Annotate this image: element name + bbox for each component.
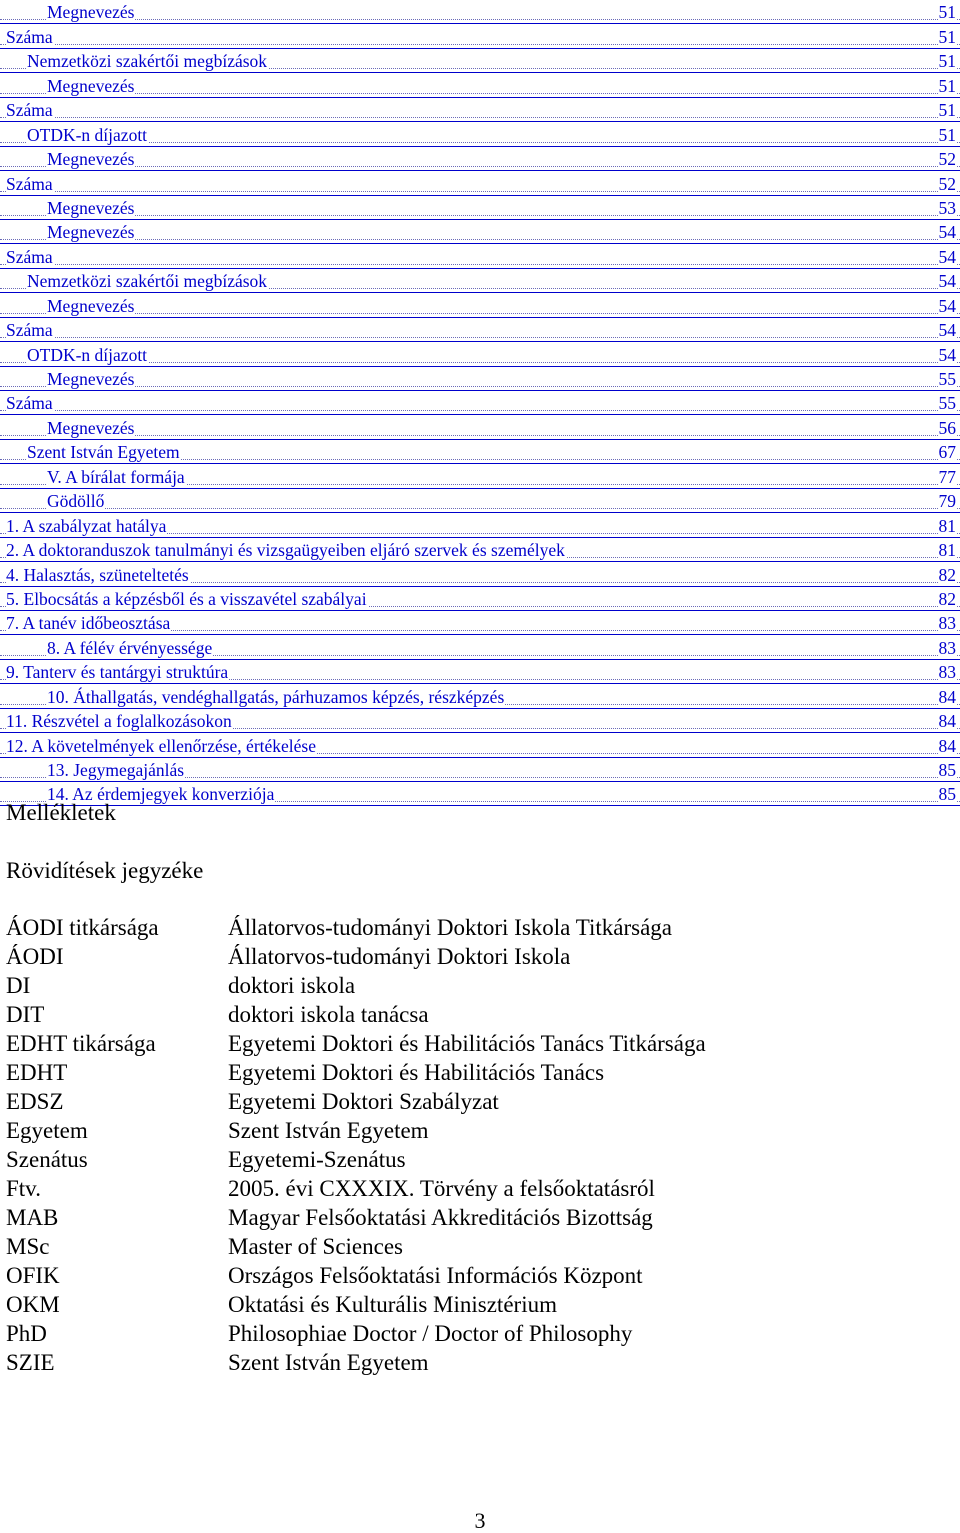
- toc-entry-page: 51: [938, 75, 956, 96]
- toc-leader-dots: [0, 166, 960, 167]
- toc-entry-label: Száma: [6, 320, 53, 341]
- abbreviation-code: PhD: [6, 1321, 47, 1346]
- toc-entry-label: Nemzetközi szakértői megbízások: [27, 271, 268, 292]
- abbreviation-meaning: Egyetemi Doktori és Habilitációs Tanács: [228, 1060, 605, 1085]
- toc-entry-page: 54: [938, 344, 956, 365]
- abbreviation-row: [6, 1261, 956, 1290]
- toc-leader-dots: [0, 44, 960, 45]
- toc-entry-label: 2. A doktoranduszok tanulmányi és vizsgaügyeiben eljáró szervek és személyek: [6, 540, 565, 561]
- toc-entry-page: 51: [938, 124, 956, 145]
- toc-entry-label: Száma: [6, 173, 53, 194]
- abbreviation-meaning: Szent István Egyetem: [228, 1350, 429, 1375]
- toc-entry-page: 53: [938, 197, 956, 218]
- toc-entry[interactable]: [0, 733, 960, 757]
- toc-entry-page: 82: [938, 564, 956, 585]
- abbreviation-code: MAB: [6, 1205, 59, 1230]
- toc-entry-label: Száma: [6, 393, 53, 414]
- toc-entry-page: 83: [938, 662, 956, 683]
- abbreviation-list: [6, 913, 956, 1377]
- abbreviation-row: [6, 1058, 956, 1087]
- toc-entry-label: 1. A szabályzat hatálya: [6, 515, 167, 536]
- abbreviation-row: [6, 913, 956, 942]
- toc-leader-dots: [0, 435, 960, 436]
- abbreviation-code: DI: [6, 973, 31, 998]
- toc-entry-page: 79: [938, 491, 956, 512]
- toc-entry[interactable]: [0, 562, 960, 586]
- abbreviation-meaning: Philosophiae Doctor / Doctor of Philosophy: [228, 1321, 633, 1346]
- toc-entry[interactable]: [0, 415, 960, 439]
- toc-entry-page: 51: [938, 26, 956, 47]
- abbreviation-row: [6, 1029, 956, 1058]
- toc-leader-dots: [0, 264, 960, 265]
- abbreviation-code: Ftv.: [6, 1176, 41, 1201]
- toc-entry-label: V. A bírálat formája: [47, 466, 185, 487]
- toc-entry-label: Száma: [6, 26, 53, 47]
- toc-entry-page: 81: [938, 540, 956, 561]
- toc-entry[interactable]: [0, 0, 960, 24]
- toc-entry-label: OTDK-n díjazott: [27, 344, 148, 365]
- toc-entry-page: 51: [938, 100, 956, 121]
- toc-entry-page: 82: [938, 588, 956, 609]
- toc-entry-page: 54: [938, 246, 956, 267]
- toc-leader-dots: [0, 19, 960, 20]
- abbreviation-meaning: Állatorvos-tudományi Doktori Iskola Titkársága: [228, 915, 672, 940]
- toc-entry-label: Megnevezés: [47, 369, 135, 389]
- abbreviation-row: [6, 1290, 956, 1319]
- toc-entry[interactable]: [0, 538, 960, 562]
- toc-entry-label: 12. A követelmények ellenőrzése, értékelése: [6, 735, 317, 756]
- toc-entry-page: 52: [938, 173, 956, 194]
- toc-entry-label: 8. A félév érvényessége: [47, 637, 213, 658]
- toc-entry-label: Megnevezés: [47, 417, 135, 438]
- toc-entry[interactable]: [0, 464, 960, 488]
- abbreviation-code: EDSZ: [6, 1089, 64, 1114]
- abbreviation-meaning: Egyetemi-Szenátus: [228, 1147, 406, 1172]
- toc-entry-label: Nemzetközi szakértői megbízások: [27, 51, 268, 72]
- toc-entry-label: Megnevezés: [47, 197, 135, 218]
- abbreviation-row: [6, 1145, 956, 1174]
- abbreviation-row: [6, 1087, 956, 1116]
- toc-entry-page: 54: [938, 295, 956, 316]
- toc-entry[interactable]: [0, 122, 960, 146]
- toc-entry-page: 84: [938, 711, 956, 732]
- toc-leader-dots: [0, 386, 960, 387]
- toc-entry-label: Megnevezés: [47, 2, 135, 23]
- toc-entry-page: 51: [938, 2, 956, 23]
- toc-entry-page: 52: [938, 149, 956, 170]
- toc-entry-label: Megnevezés: [47, 295, 135, 316]
- toc-entry-page: 51: [938, 51, 956, 72]
- toc-entry-page: 84: [938, 686, 956, 707]
- toc-entry[interactable]: [0, 147, 960, 171]
- toc-entry-page: 83: [938, 637, 956, 658]
- toc-entry-page: 67: [938, 442, 956, 463]
- abbreviation-row: [6, 971, 956, 1000]
- toc-entry[interactable]: [0, 220, 960, 244]
- toc-entry[interactable]: [0, 709, 960, 733]
- toc-leader-dots: [0, 215, 960, 216]
- toc-entry-label: OTDK-n díjazott: [27, 124, 148, 145]
- toc-entry[interactable]: [0, 342, 960, 366]
- abbreviation-meaning: Egyetemi Doktori és Habilitációs Tanács Titkársága: [228, 1031, 706, 1056]
- toc-entry-label: Szent István Egyetem: [27, 442, 180, 463]
- abbreviation-meaning: Magyar Felsőoktatási Akkreditációs Bizottság: [228, 1205, 653, 1230]
- appendix-heading: Mellékletek: [6, 800, 116, 825]
- toc-entry[interactable]: [0, 635, 960, 659]
- toc-entry[interactable]: [0, 782, 960, 806]
- toc-entry[interactable]: [0, 269, 960, 293]
- toc-entry-page: 85: [938, 784, 956, 805]
- toc-entry-page: 54: [938, 320, 956, 341]
- toc-entry-page: 56: [938, 417, 956, 438]
- abbreviation-meaning: doktori iskola: [228, 973, 356, 998]
- abbreviation-meaning: Állatorvos-tudományi Doktori Iskola: [228, 944, 571, 969]
- toc-entry-page: 85: [938, 760, 956, 780]
- abbreviation-meaning: doktori iskola tanácsa: [228, 1002, 429, 1027]
- abbreviation-row: [6, 1203, 956, 1232]
- toc-entry-page: 54: [938, 222, 956, 243]
- toc-leader-dots: [0, 191, 960, 192]
- toc-entry-page: 55: [938, 393, 956, 414]
- abbreviation-code: OFIK: [6, 1263, 60, 1288]
- abbreviation-code: Egyetem: [6, 1118, 88, 1143]
- toc-entry[interactable]: [0, 293, 960, 317]
- toc-entry[interactable]: [0, 244, 960, 268]
- abbreviation-meaning: Országos Felsőoktatási Információs Központ: [228, 1263, 643, 1288]
- abbreviation-row: [6, 1232, 956, 1261]
- toc-leader-dots: [0, 410, 960, 411]
- toc-entry[interactable]: [0, 587, 960, 611]
- abbreviation-row: [6, 1174, 956, 1203]
- toc-entry[interactable]: [0, 73, 960, 97]
- toc-entry[interactable]: [0, 367, 960, 391]
- toc-entry-label: 14. Az érdemjegyek konverziója: [47, 784, 275, 805]
- toc-entry-label: 13. Jegymegajánlás: [47, 760, 185, 780]
- toc-entry-page: 81: [938, 515, 956, 536]
- toc-leader-dots: [0, 313, 960, 314]
- toc-entry[interactable]: [0, 489, 960, 513]
- toc-entry-page: 83: [938, 613, 956, 634]
- toc-leader-dots: [0, 117, 960, 118]
- toc-entry[interactable]: [0, 98, 960, 122]
- page-number: 3: [474, 1508, 486, 1533]
- toc-entry-label: 11. Részvétel a foglalkozásokon: [6, 711, 232, 732]
- toc-entry[interactable]: [0, 660, 960, 684]
- toc-entry-page: 84: [938, 735, 956, 756]
- toc-entry[interactable]: [0, 611, 960, 635]
- toc-entry-label: Száma: [6, 246, 53, 267]
- toc-entry[interactable]: [0, 49, 960, 73]
- abbreviation-meaning: 2005. évi CXXXIX. Törvény a felsőoktatásról: [228, 1176, 655, 1201]
- abbreviation-row: [6, 1116, 956, 1145]
- abbreviation-row: [6, 1348, 956, 1377]
- abbreviations-heading: Rövidítések jegyzéke: [6, 858, 204, 883]
- toc-leader-dots: [0, 93, 960, 94]
- toc-entry-label: Száma: [6, 100, 53, 121]
- toc-entry-page: 54: [938, 271, 956, 292]
- toc-leader-dots: [0, 508, 960, 509]
- toc-entry[interactable]: [0, 440, 960, 464]
- abbreviation-meaning: Master of Sciences: [228, 1234, 403, 1259]
- abbreviation-code: EDHT: [6, 1060, 68, 1085]
- toc-entry-label: 10. Áthallgatás, vendéghallgatás, párhuzamos képzés, részképzés: [47, 686, 505, 707]
- toc-entry[interactable]: [0, 391, 960, 415]
- toc-entry-label: Megnevezés: [47, 75, 135, 96]
- abbreviation-code: ÁODI titkársága: [6, 915, 159, 940]
- toc-entry[interactable]: [0, 318, 960, 342]
- toc-entry-label: Megnevezés: [47, 222, 135, 243]
- toc-entry-label: Gödöllő: [47, 491, 105, 512]
- abbreviation-meaning: Oktatási és Kulturális Minisztérium: [228, 1292, 557, 1317]
- abbreviation-meaning: Egyetemi Doktori Szabályzat: [228, 1089, 499, 1114]
- abbreviation-row: [6, 1319, 956, 1348]
- abbreviation-code: SZIE: [6, 1350, 55, 1375]
- abbreviation-code: OKM: [6, 1292, 60, 1317]
- toc-entry-label: 4. Halasztás, szüneteltetés: [6, 564, 189, 585]
- toc-entry-page: 55: [938, 369, 956, 389]
- toc-entry[interactable]: [0, 758, 960, 782]
- abbreviation-code: MSc: [6, 1234, 50, 1259]
- toc-entry-label: 7. A tanév időbeosztása: [6, 613, 171, 634]
- toc-entry-page: 77: [938, 466, 956, 487]
- abbreviation-row: [6, 942, 956, 971]
- abbreviation-code: ÁODI: [6, 944, 64, 969]
- toc-entry[interactable]: [0, 24, 960, 48]
- toc-leader-dots: [0, 337, 960, 338]
- toc-entry-label: 5. Elbocsátás a képzésből és a visszavétel szabályai: [6, 588, 367, 609]
- abbreviation-row: [6, 1000, 956, 1029]
- toc-entry[interactable]: [0, 684, 960, 708]
- abbreviation-meaning: Szent István Egyetem: [228, 1118, 429, 1143]
- abbreviation-code: Szenátus: [6, 1147, 88, 1172]
- toc-entry[interactable]: [0, 171, 960, 195]
- abbreviation-code: DIT: [6, 1002, 45, 1027]
- toc-entry[interactable]: [0, 513, 960, 537]
- toc-entry-label: 9. Tanterv és tantárgyi struktúra: [6, 662, 229, 683]
- toc-leader-dots: [0, 239, 960, 240]
- toc-entry[interactable]: [0, 196, 960, 220]
- toc-entry-label: Megnevezés: [47, 149, 135, 170]
- abbreviation-code: EDHT tikársága: [6, 1031, 156, 1056]
